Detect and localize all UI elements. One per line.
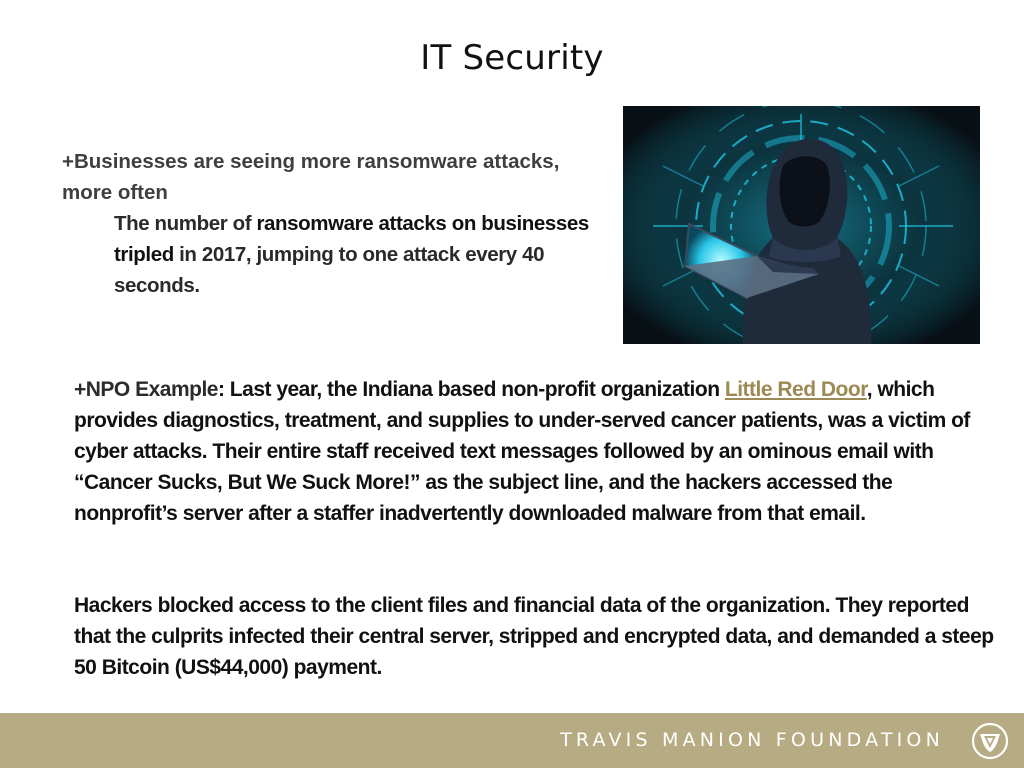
hacker-illustration	[623, 106, 980, 344]
hackers-blocked-access-paragraph: Hackers blocked access to the client files and financial data of the organization. They reported that the culprits infected their central server, stripped and encrypted data, and demanded a steep 50 Bitcoin (US$44,000) payment.	[74, 594, 994, 679]
travis-manion-shield-logo-icon	[970, 721, 1010, 761]
npo-example-text-after-link: , which provides diagnostics, treatment, and supplies to under-served cancer patients, was a victim of cyber attacks. Their entire staff received text messages followed by an ominous email with “Cancer Sucks, But We Suck More!” as the subject line, and the hackers accessed the nonprofit’s server after a staffer inadvertently downloaded malware from that email.	[74, 378, 970, 525]
bullet-businesses-ransomware: +Businesses are seeing more ransomware attacks, more often	[62, 150, 560, 204]
slide-title: IT Security	[420, 38, 604, 78]
sub-bullet-part3: in 2017, jumping to one attack every 40 seconds.	[114, 243, 545, 297]
npo-example-lead: +NPO Example	[74, 378, 218, 401]
sub-bullet-part2: ransomware attacks on businesses tripled	[114, 212, 589, 266]
npo-example-text-before-link: : Last year, the Indiana based non-profit organization	[217, 378, 725, 401]
sub-bullet-part1: The number of	[114, 212, 257, 235]
foundation-name: TRAVIS MANION FOUNDATION	[560, 729, 944, 751]
sub-bullet-ransomware-tripled	[114, 208, 604, 301]
little-red-door-link[interactable]: Little Red Door	[724, 378, 867, 401]
npo-example-paragraph	[74, 374, 994, 529]
hooded-hacker-with-laptop-image	[623, 106, 980, 344]
footer-bar	[0, 713, 1024, 768]
